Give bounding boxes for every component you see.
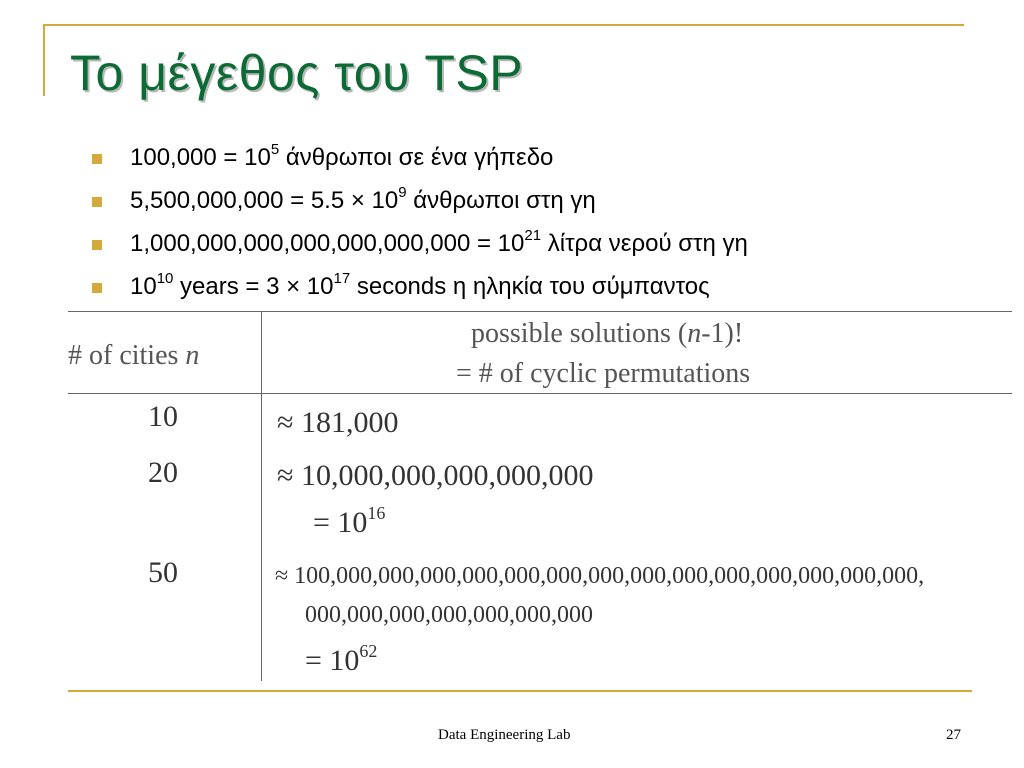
header-cities: # of cities n	[68, 340, 200, 371]
cities-cell: 10	[148, 400, 178, 433]
bullet-list	[92, 142, 748, 314]
solutions-cell: ≈ 10,000,000,000,000,000	[277, 459, 594, 492]
slide-title: Το μέγεθος του TSP	[70, 45, 524, 101]
bullet-square-icon	[92, 197, 102, 207]
bullet-item: $100,000 = 10^5$ άνθρωποι σε ένα γήπεδο	[92, 142, 748, 185]
solutions-power-cell: = $10^{62}$	[305, 641, 378, 677]
solutions-cell-line2: 000,000,000,000,000,000,000	[305, 602, 593, 628]
bullet-item: $5,500,000,000 = 5.5 \times 10^9$ άνθρωποι στη γη	[92, 185, 748, 228]
bullet-square-icon	[92, 283, 102, 293]
cities-cell: 50	[148, 556, 178, 589]
solutions-cell: ≈ 181,000	[277, 406, 399, 439]
header-solutions-line1: possible solutions (n-1)!	[471, 318, 744, 349]
bullet-square-icon	[92, 154, 102, 164]
bullet-item: $1,000,000,000,000,000,000,000 = 10^{21}$ λίτρα νερού στη γη	[92, 228, 748, 271]
solutions-cell-line1: ≈ 100,000,000,000,000,000,000,000,000,000,000,000,000,000,000,	[275, 563, 925, 589]
frame-top-line	[44, 24, 964, 26]
header-solutions-line2: = # of cyclic permutations	[456, 358, 751, 389]
table-header-divider	[68, 393, 1012, 394]
footer-text: Data Engineering Lab	[438, 727, 571, 743]
solutions-power-cell: = $10^{16}$	[313, 503, 386, 539]
cities-cell: 20	[148, 456, 178, 489]
frame-left-line	[43, 24, 45, 96]
bullet-item: $10^{10}$ years = $3 \times 10^{17}$ seconds η ηληκία του σύμπαντος	[92, 271, 748, 314]
table-top-border	[68, 311, 1012, 312]
page-number: 27	[946, 727, 961, 743]
bullet-square-icon	[92, 240, 102, 250]
frame-bottom-line	[68, 690, 972, 692]
table-column-divider	[261, 311, 262, 681]
